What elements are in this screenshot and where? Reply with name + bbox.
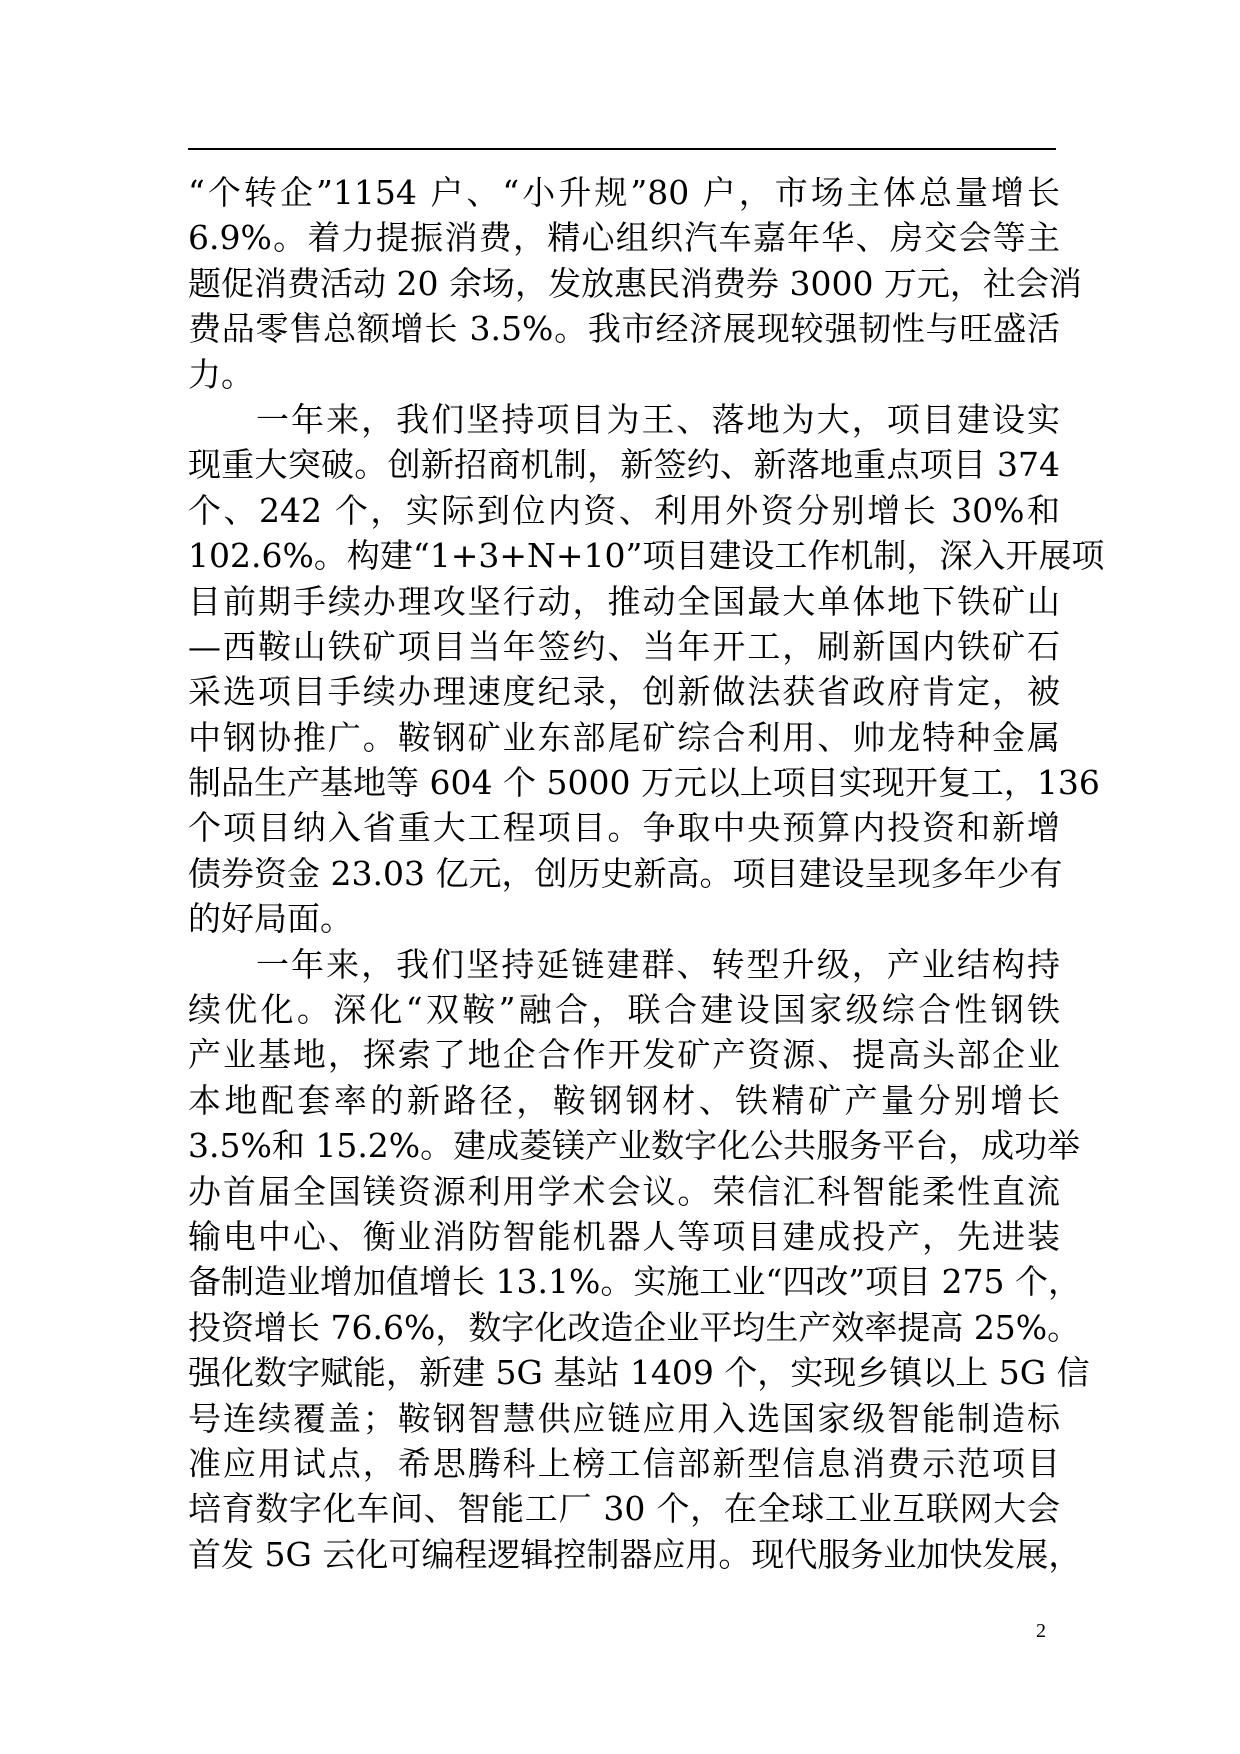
body-text	[188, 170, 1105, 1577]
text-line: 个、242 个，实际到位内资、利用外资分别增长 30%和	[188, 490, 1060, 530]
text-line: 本地配套率的新路径，鞍钢钢材、铁精矿产量分别增长	[188, 1080, 1060, 1120]
text-line: 3.5%和 15.2%。建成菱镁产业数字化公共服务平台，成功举	[188, 1126, 1081, 1166]
text-line: 制品生产基地等 604 个 5000 万元以上项目实现开复工，136	[188, 763, 1100, 803]
text-line: 办首届全国镁资源利用学术会议。荣信汇科智能柔性直流	[188, 1171, 1060, 1211]
text-line: 备制造业增加值增长 13.1%。实施工业“四改”项目 275 个，	[188, 1262, 1082, 1302]
text-line: 采选项目手续办理速度纪录，创新做法获省政府肯定，被	[188, 672, 1060, 712]
text-line: 一年来，我们坚持项目为王、落地为大，项目建设实	[256, 399, 1060, 439]
text-line: 力。	[188, 354, 254, 394]
text-line: 投资增长 76.6%，数字化改造企业平均生产效率提高 25%。	[188, 1307, 1081, 1347]
text-line: 号连续覆盖；鞍钢智慧供应链应用入选国家级智能制造标	[188, 1398, 1060, 1438]
text-line: 输电中心、衡业消防智能机器人等项目建成投产，先进装	[188, 1216, 1060, 1256]
text-line: 102.6%。构建“1+3+N+10”项目建设工作机制，深入开展项	[188, 536, 1105, 576]
text-line: 现重大突破。创新招商机制，新签约、新落地重点项目 374	[188, 445, 1060, 485]
text-line: 一年来，我们坚持延链建群、转型升级，产业结构持	[256, 944, 1060, 984]
text-line: 个项目纳入省重大工程项目。争取中央预算内投资和新增	[188, 808, 1060, 848]
text-line: 产业基地，探索了地企合作开发矿产资源、提高头部企业	[188, 1035, 1060, 1075]
text-line: 债券资金 23.03 亿元，创历史新高。项目建设呈现多年少有	[188, 853, 1063, 893]
text-line: 准应用试点，希思腾科上榜工信部新型信息消费示范项目	[188, 1443, 1060, 1483]
text-line: 6.9%。着力提振消费，精心组织汽车嘉年华、房交会等主	[188, 218, 1060, 258]
text-line: 的好局面。	[188, 899, 353, 939]
text-line: 目前期手续办理攻坚行动，推动全国最大单体地下铁矿山	[188, 581, 1060, 621]
text-line: 费品零售总额增长 3.5%。我市经济展现较强韧性与旺盛活	[188, 309, 1060, 349]
text-line: 题促消费活动 20 余场，发放惠民消费券 3000 万元，社会消	[188, 263, 1082, 303]
text-line: “个转企”1154 户、“小升规”80 户，市场主体总量增长	[188, 173, 1060, 212]
text-line: 培育数字化车间、智能工厂 30 个，在全球工业互联网大会	[188, 1489, 1060, 1529]
text-line: 续优化。深化“双鞍”融合，联合建设国家级综合性钢铁	[188, 990, 1060, 1030]
text-line: 中钢协推广。鞍钢矿业东部尾矿综合利用、帅龙特种金属	[188, 717, 1060, 757]
text-line: —西鞍山铁矿项目当年签约、当年开工，刷新国内铁矿石	[188, 626, 1060, 666]
text-line: 首发 5G 云化可编程逻辑控制器应用。现代服务业加快发展，	[188, 1534, 1082, 1574]
page-number: 2	[1036, 1620, 1046, 1642]
header-rule	[188, 148, 1056, 150]
text-line: 强化数字赋能，新建 5G 基站 1409 个，实现乡镇以上 5G 信	[188, 1353, 1090, 1393]
